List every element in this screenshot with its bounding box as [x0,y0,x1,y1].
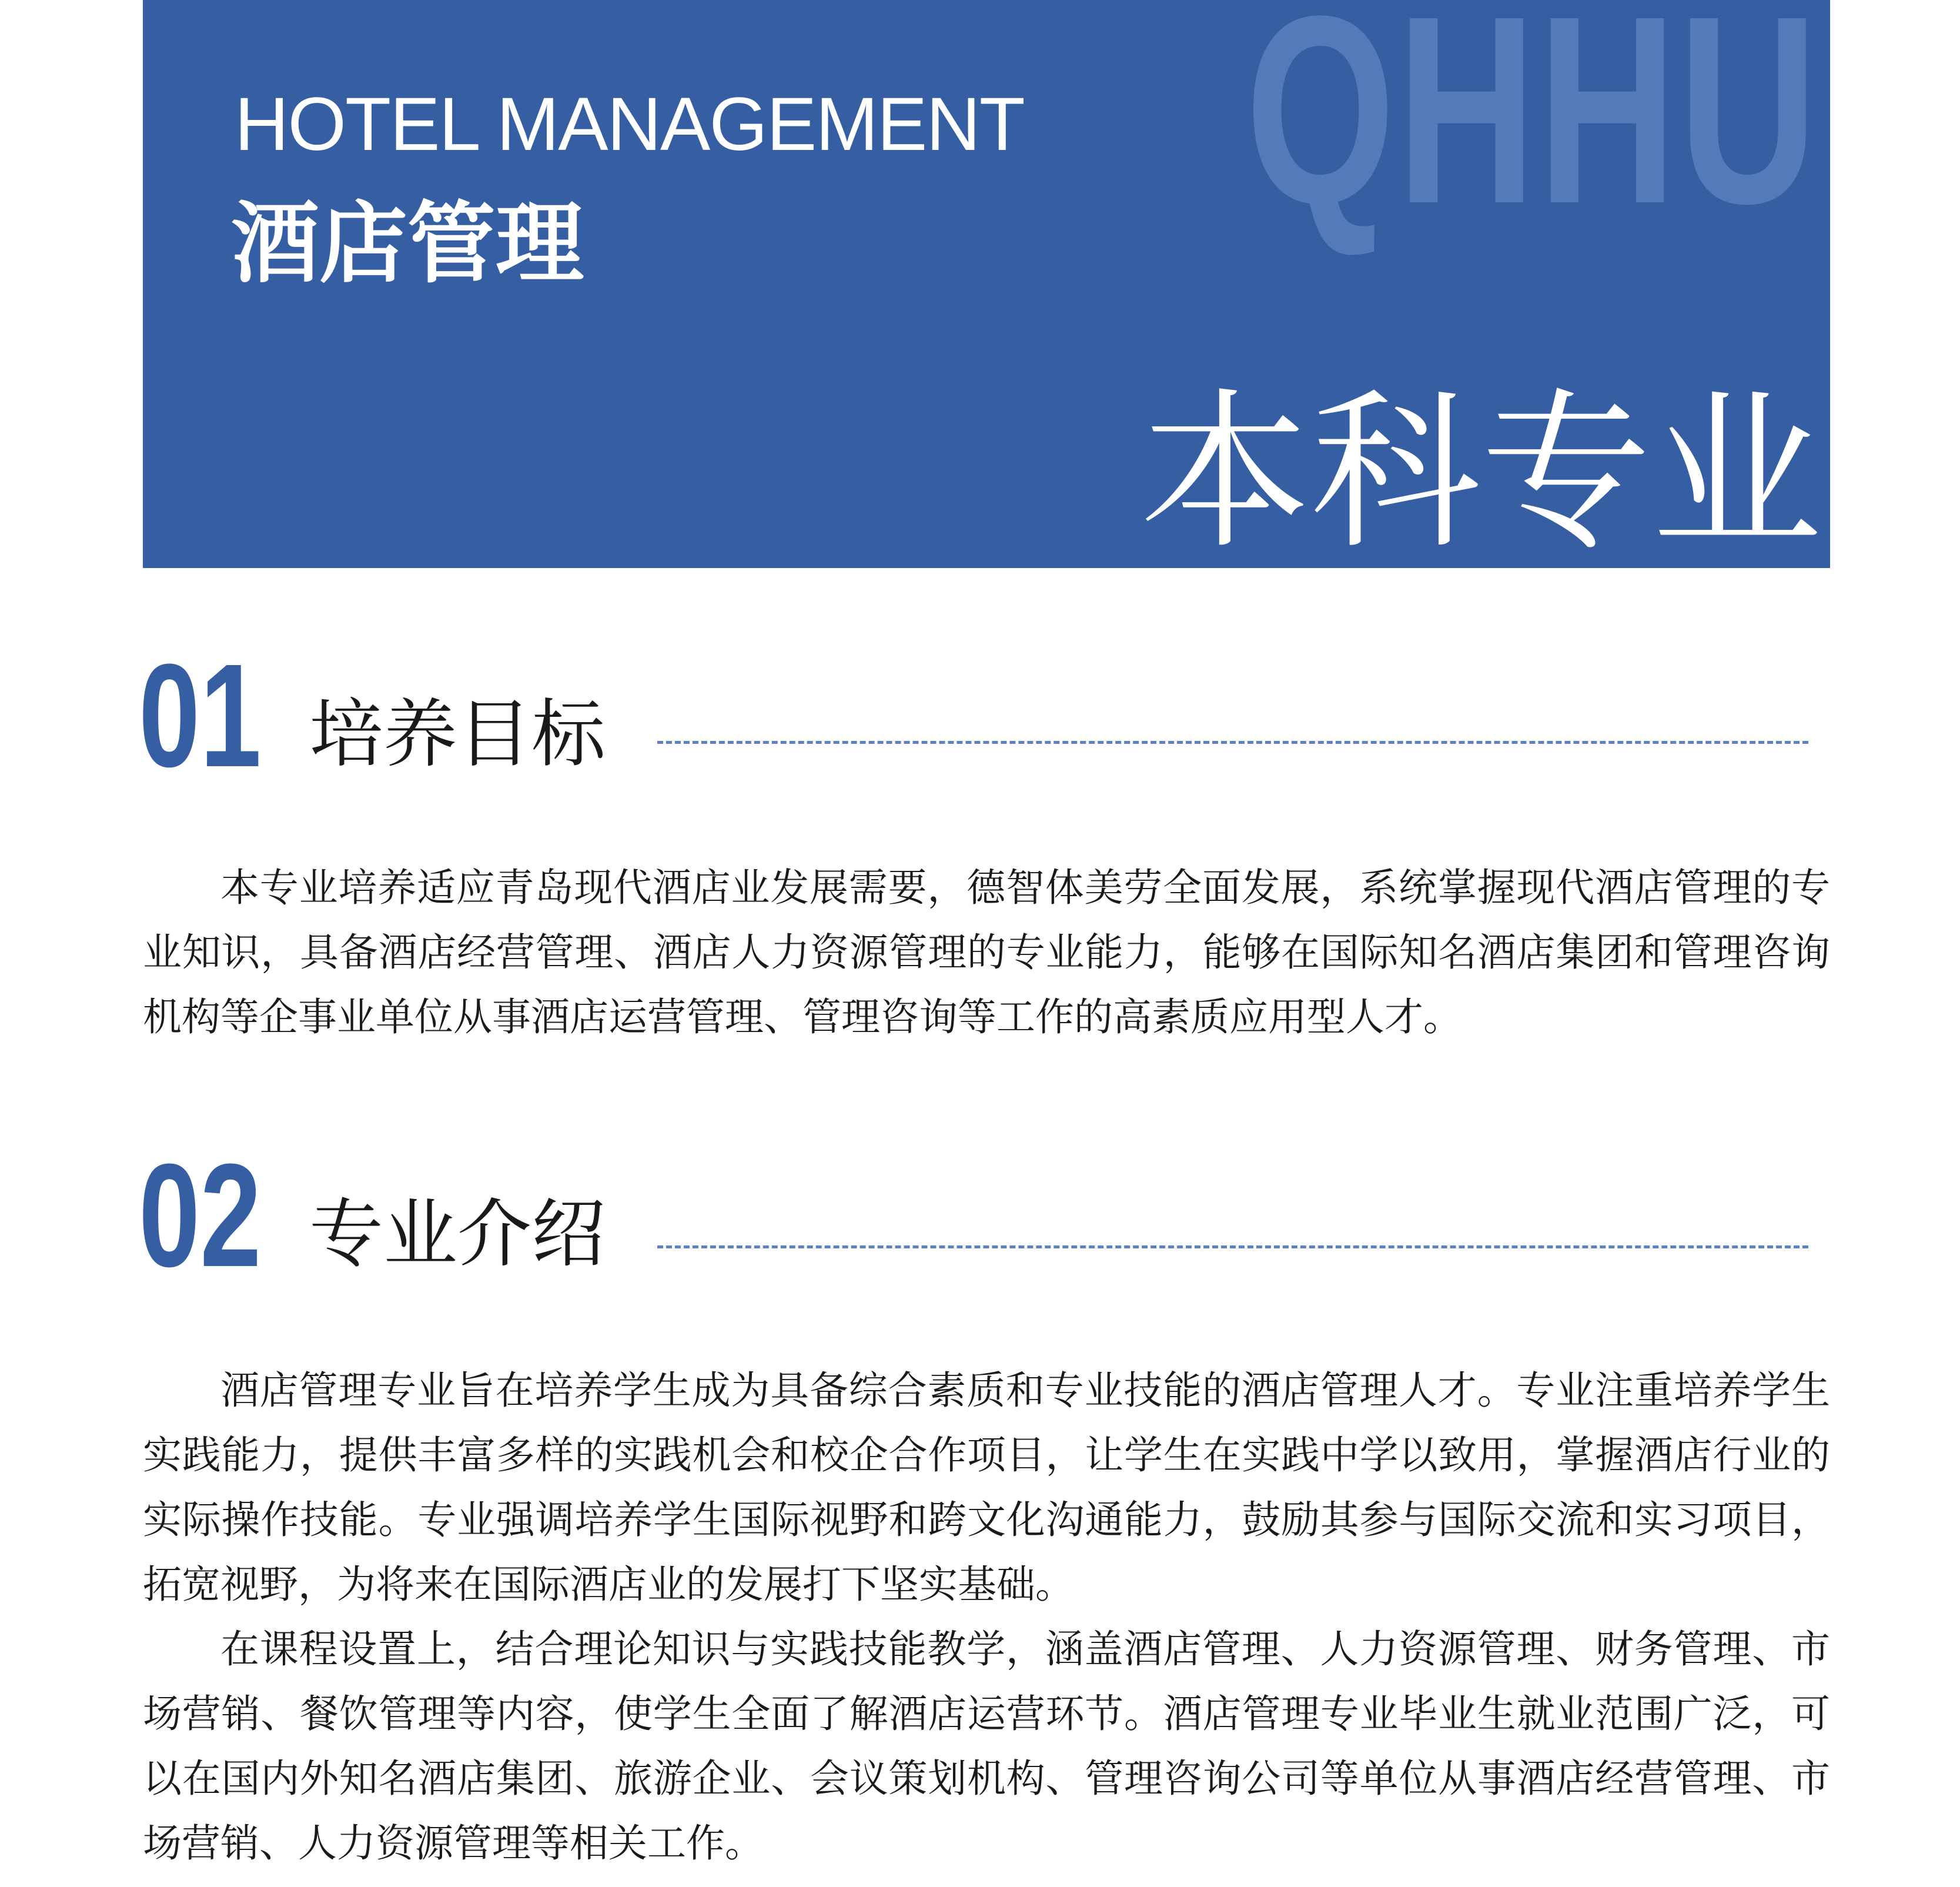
goals-paragraph: 本专业培养适应青岛现代酒店业发展需要，德智体美劳全面发展，系统掌握现代酒店管理的专业知识，具备酒店经营管理、酒店人力资源管理的专业能力，能够在国际知名酒店集团和管理咨询机构等企事业单位从事酒店运营管理、管理咨询等工作的高素质应用型人才。 [143,865,1830,1040]
section-divider [657,741,1808,744]
section-title-intro: 专业介绍 [309,1191,606,1277]
section-divider [657,1245,1808,1248]
watermark-logo: QHHU [1245,0,1819,259]
section-number-02: 02 [139,1133,262,1297]
intro-paragraph-1: 酒店管理专业旨在培养学生成为具备综合素质和专业技能的酒店管理人才。专业注重培养学生实践能力，提供丰富多样的实践机会和校企合作项目，让学生在实践中学以致用，掌握酒店行业的实际操作技能。专业强调培养学生国际视野和跨文化沟通能力，鼓励其参与国际交流和实习项目，拓宽视野，为将来在国际酒店业的发展打下坚实基础。 [143,1368,1830,1607]
major-type-label: 本科专业 [1140,374,1822,568]
intro-paragraph-2: 在课程设置上，结合理论知识与实践技能教学，涵盖酒店管理、人力资源管理、财务管理、市场营销、餐饮管理等内容，使学生全面了解酒店运营环节。酒店管理专业毕业生就业范围广泛，可以在国内外知名酒店集团、旅游企业、会议策划机构、管理咨询公司等单位从事酒店经营管理、市场营销、人力资源管理等相关工作。 [143,1627,1830,1866]
section-number-01: 01 [139,633,262,797]
chinese-title: 酒店管理 [231,193,584,295]
section-title-goals: 培养目标 [309,691,606,777]
header-banner [143,0,1830,568]
english-title: HOTEL MANAGEMENT [235,82,1024,166]
